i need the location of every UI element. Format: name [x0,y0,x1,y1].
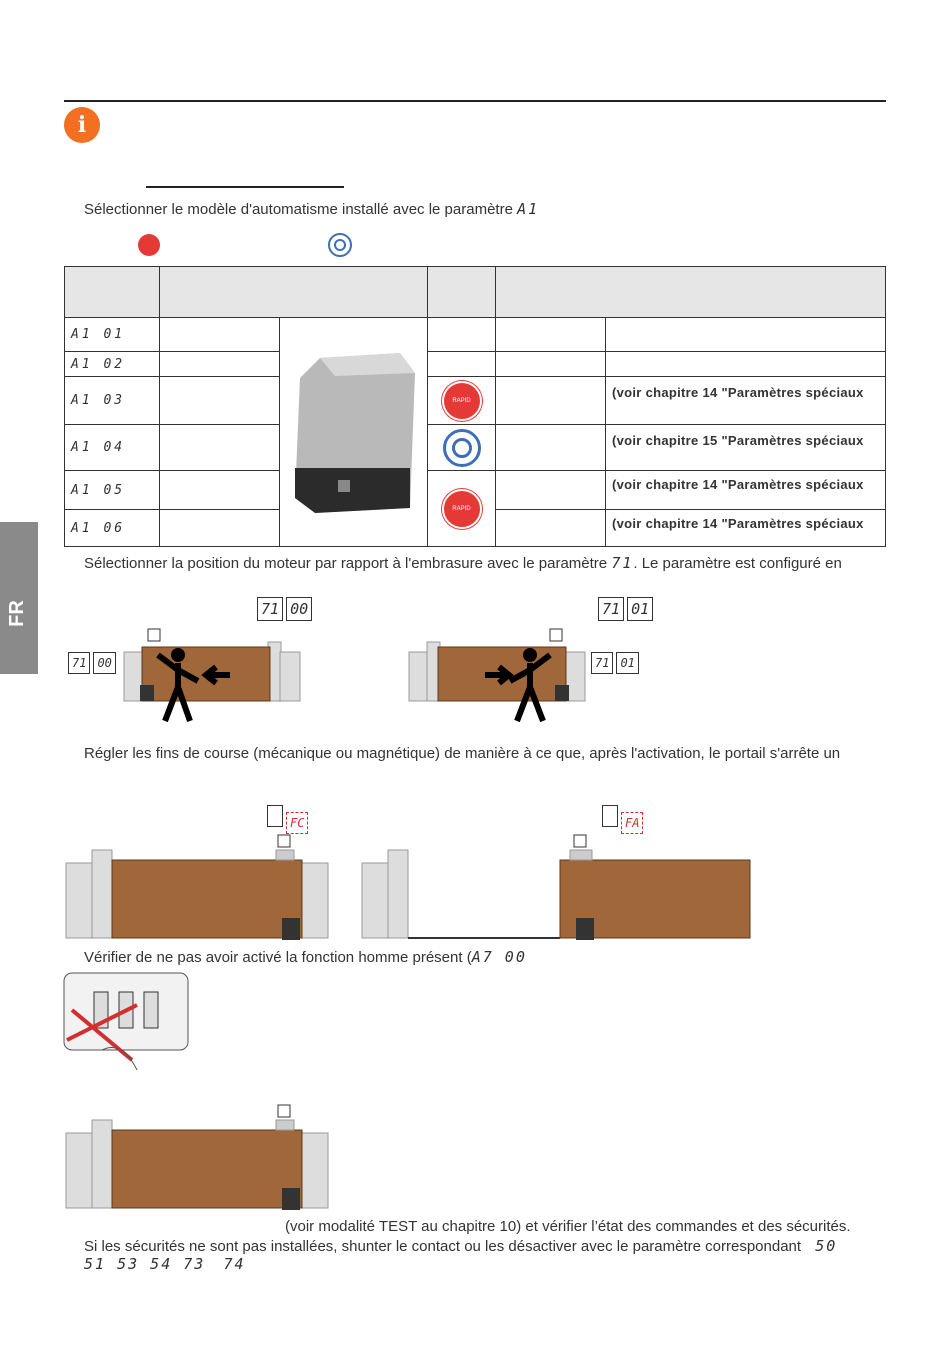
display-left-large: 71 00 [257,597,315,621]
gear-icon [443,429,481,467]
test-paragraph-line2: Si les sécurités ne sont pas installées, shunter le contact ou les désactiver avec le paramètre correspondant 50 [84,1237,838,1255]
language-tab: FR [0,522,38,674]
row-code: A1 01 [65,318,160,352]
rapid-icon: RAPID [442,381,482,421]
gate-left-motor-illustration [120,625,305,725]
gate-right-motor-illustration [405,625,590,725]
table-row [65,318,886,352]
display-left-small: 71 00 [68,652,119,674]
row-code: A1 02 [65,352,160,377]
row-code: A1 04 [65,425,160,471]
gate-test-illustration [64,1100,334,1215]
rapid-icon: RAPID [442,489,482,529]
switch-panel-illustration [62,970,192,1075]
table-header-row [65,267,886,318]
test-paragraph-line1: (voir modalité TEST au chapitre 10) et vérifier l’état des commandes et des sécurités. [285,1218,851,1235]
gate-open-illustration [360,830,755,945]
display-closed: FC [267,805,311,834]
table-row: A1 05 RAPID (voir chapitre 14 "Paramètres spéciaux [65,471,886,510]
top-rule [64,100,886,102]
display-open: FA [602,805,646,834]
limit-switch-paragraph: Régler les fins de course (mécanique ou magnétique) de manière à ce que, après l'activation, le portail s'arrête un [84,745,841,762]
row-code: A1 03 [65,377,160,425]
table-row: A1 04 (voir chapitre 15 "Paramètres spéciaux [65,425,886,471]
models-table [64,266,886,547]
section-underline [146,186,344,188]
table-row: A1 03 RAPID (voir chapitre 14 "Paramètres spéciaux [65,377,886,425]
display-right-small: 71 01 [591,652,642,674]
row-code: A1 06 [65,510,160,547]
motor-image [280,318,428,547]
test-paragraph-line3: 51 53 54 73 74 [84,1255,246,1273]
gear-speed-icon [328,233,352,257]
param-code: A1 [517,200,540,218]
model-select-paragraph: Sélectionner le modèle d'automatisme installé avec le paramètre A1 [84,200,540,218]
row-code: A1 05 [65,471,160,510]
gate-closed-illustration [64,830,334,945]
display-right-large: 71 01 [598,597,656,621]
rapid-speed-icon [138,234,160,256]
table-row [65,352,886,377]
info-icon: i [64,107,100,143]
table-row: A1 06 (voir chapitre 14 "Paramètres spéciaux [65,510,886,547]
dead-man-paragraph: Vérifier de ne pas avoir activé la fonction homme présent (A7 00 [84,948,527,966]
motor-position-paragraph: Sélectionner la position du moteur par rapport à l'embrasure avec le paramètre 71. Le paramètre est configuré en [84,554,842,572]
